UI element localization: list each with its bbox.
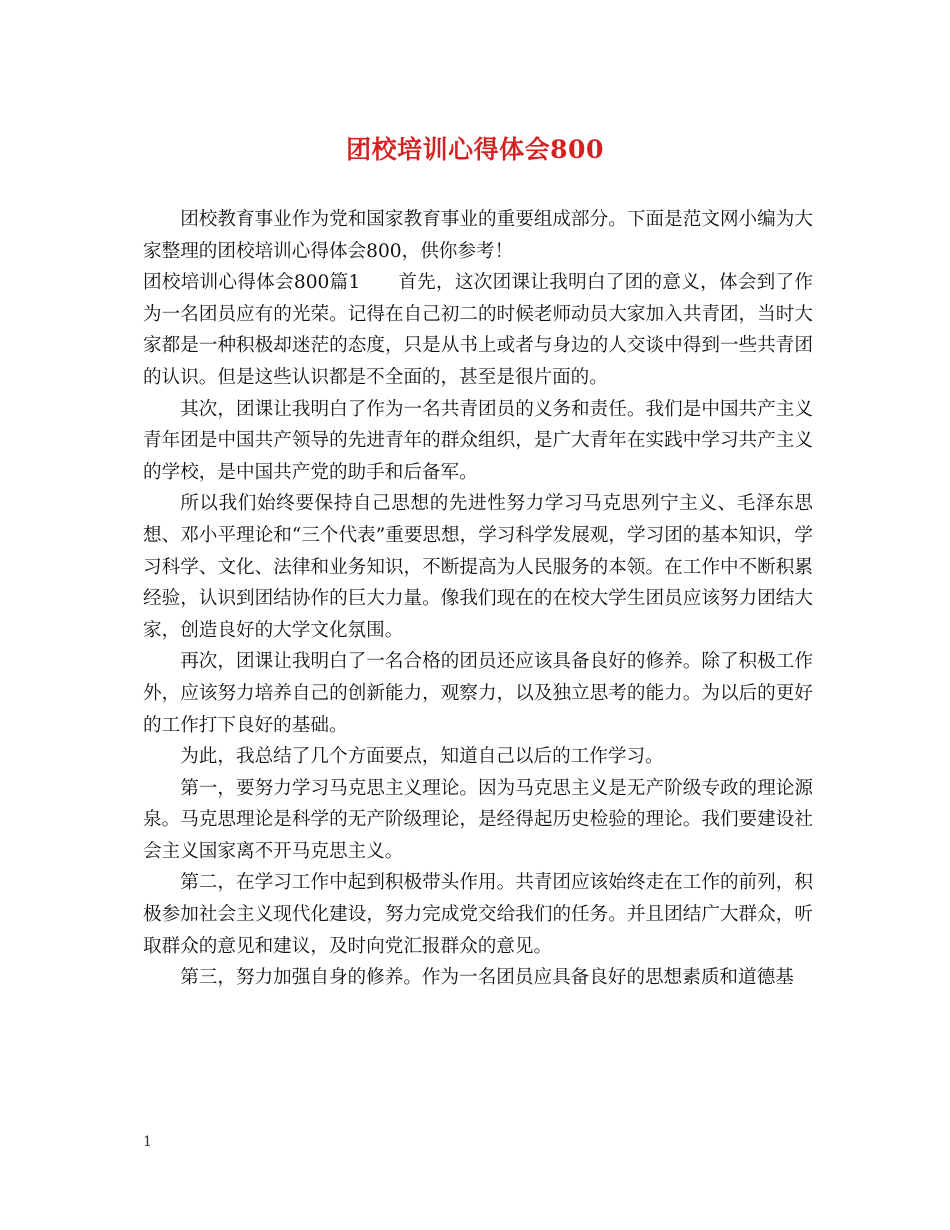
paragraph-intro: 团校教育事业作为党和国家教育事业的重要组成部分。下面是范文网小编为大家整理的团校培训心得体会800，供你参考！ xyxy=(143,209,813,262)
paragraph-second-point: 第二，在学习工作中起到积极带头作用。共青团应该始终走在工作的前列，积极参加社会主义现代化建设，努力完成党交给我们的任务。并且团结广大群众，听取群众的意见和建议，及时向党汇报群众的意见。 xyxy=(143,872,813,957)
paragraph-secondly: 其次，团课让我明白了作为一名共青团员的义务和责任。我们是中国共产主义青年团是中国共产领导的先进青年的群众组织，是广大青年在实践中学习共产主义的学校，是中国共产党的助手和后备军。 xyxy=(143,398,813,483)
paragraph-again: 再次，团课让我明白了一名合格的团员还应该具备良好的修养。除了积极工作外，应该努力培养自己的创新能力，观察力，以及独立思考的能力。为以后的更好的工作打下良好的基础。 xyxy=(143,651,813,736)
document-body xyxy=(143,204,813,994)
document-title: 团校培训心得体会800 xyxy=(346,135,604,164)
paragraph-summary: 为此，我总结了几个方面要点，知道自己以后的工作学习。 xyxy=(180,746,664,768)
page-number: 1 xyxy=(143,1134,152,1150)
paragraph-therefore: 所以我们始终要保持自己思想的先进性努力学习马克思列宁主义、毛泽东思想、邓小平理论和“三个代表”重要思想，学习科学发展观，学习团的基本知识，学习科学、文化、法律和业务知识，不断提高为人民服务的本领。在工作中不断积累经验，认识到团结协作的巨大力量。像我们现在的在校大学生团员应该努力团结大家，创造良好的大学文化氛围。 xyxy=(143,493,813,641)
paragraph-first-point: 第一，要努力学习马克思主义理论。因为马克思主义是无产阶级专政的理论源泉。马克思理论是科学的无产阶级理论，是经得起历史检验的理论。我们要建设社会主义国家离不开马克思主义。 xyxy=(143,777,813,862)
paragraph-section-1: 团校培训心得体会800篇1 首先，这次团课让我明白了团的意义，体会到了作为一名团员应有的光荣。记得在自己初二的时候老师动员大家加入共青团，当时大家都是一种积极却迷茫的态度，只是从书上或者与身边的人交谈中得到一些共青团的认识。但是这些认识都是不全面的，甚至是很片面的。 xyxy=(143,272,813,388)
paragraph-third-point: 第三，努力加强自身的修养。作为一名团员应具备良好的思想素质和道德基 xyxy=(180,967,794,989)
